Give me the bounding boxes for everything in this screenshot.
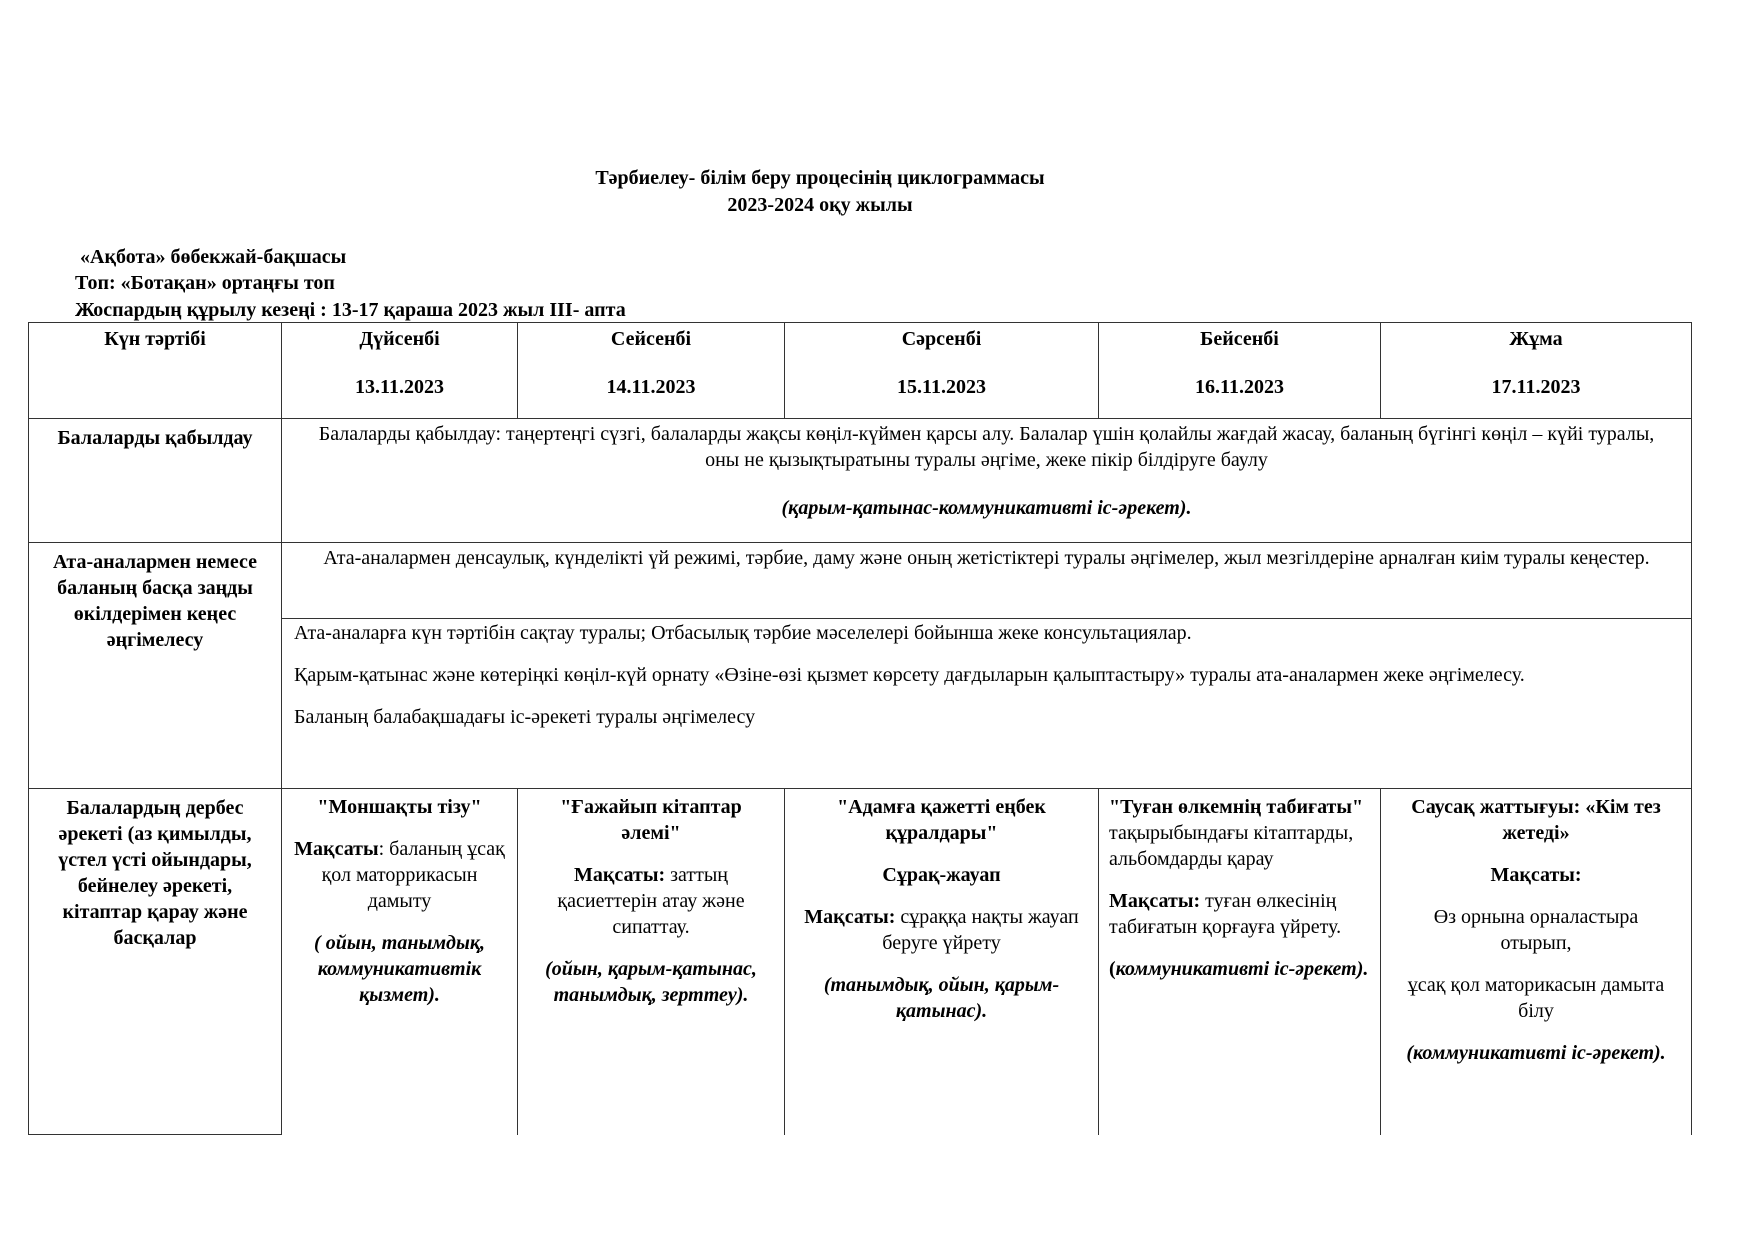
activity-monday-title: "Моншақты тізу" <box>317 796 482 818</box>
activity-thursday <box>1099 789 1381 1135</box>
date-monday: 13.11.2023 <box>355 376 444 398</box>
reception-text: Балаларды қабылдау: таңертеңгі сүзгі, балаларды жақсы көңіл-күймен қарсы алу. Балалар үшін қолайлы жағдай жасау, баланың бүгінгі көңіл – күйі туралы, оны не қызықтыратыны туралы әңгіме, жеке пікір білдіруге баулу <box>318 423 1655 471</box>
academic-year: 2023-2024 оқу жылы <box>727 194 913 216</box>
activity-wednesday-subtitle: Сұрақ-жауап <box>882 864 1001 886</box>
activity-friday-text-2: ұсақ қол маторикасын дамыта білу <box>1407 974 1665 1022</box>
activity-tuesday-goal: Мақсаты: заттың қасиеттерін атау және сипаттау. <box>557 864 745 938</box>
group-name: Топ: «Ботақан» ортаңғы топ <box>75 272 335 294</box>
activity-wednesday-title: "Адамға қажетті еңбек құралдары" <box>837 796 1046 844</box>
table-row-independent <box>29 789 1692 1135</box>
activity-thursday-type: (коммуникативті іс-әрекет). <box>1109 958 1369 980</box>
activity-friday-goal-label: Мақсаты: <box>1490 864 1582 886</box>
date-friday: 17.11.2023 <box>1491 376 1581 398</box>
day-tuesday: Сейсенбі 14.11.2023 <box>518 323 785 419</box>
schedule-table <box>28 322 1692 1135</box>
row-label-reception: Балаларды қабылдау <box>29 419 282 543</box>
date-wednesday: 15.11.2023 <box>897 376 986 398</box>
table-row-reception <box>29 419 1692 543</box>
activity-thursday-title: "Туған өлкемнің табиғаты" тақырыбындағы кітаптарды, альбомдарды қарау <box>1109 796 1364 870</box>
parents-consult-cell <box>282 619 1692 789</box>
reception-cell <box>282 419 1692 543</box>
kindergarten-name: «Ақбота» бөбекжай-бақшасы <box>80 246 347 268</box>
activity-monday <box>282 789 518 1135</box>
day-thursday: Бейсенбі 16.11.2023 <box>1099 323 1381 419</box>
day-monday: Дүйсенбі 13.11.2023 <box>282 323 518 419</box>
row-label-independent: Балалардың дербес әрекеті (аз қимылды, үстел үсті ойындары, бейнелеу әрекеті, кітаптар қарау және басқалар <box>29 789 282 1135</box>
activity-tuesday-title: "Ғажайып кітаптар әлемі" <box>560 796 742 844</box>
parents-general-text: Ата-аналармен денсаулық, күнделікті үй режимі, тәрбие, даму және оның жетістіктері туралы әңгімелер, жыл мезгілдеріне арналған киім туралы кеңестер. <box>323 547 1650 569</box>
activity-friday-type: (коммуникативті іс-әрекет). <box>1406 1042 1666 1064</box>
activity-tuesday-type: (ойын, қарым-қатынас, танымдық, зерттеу). <box>545 958 757 1006</box>
activity-wednesday-goal: Мақсаты: сұраққа нақты жауап беруге үйрету <box>804 906 1079 954</box>
parents-consult-text-3: Баланың балабақшадағы іс-әрекеті туралы әңгімелесу <box>294 706 756 728</box>
activity-thursday-goal: Мақсаты: туған өлкесінің табиғатын қорғауға үйрету. <box>1109 890 1342 938</box>
activity-monday-type: ( ойын, танымдық, коммуникативтік қызмет). <box>314 932 485 1006</box>
parents-consult-text-1: Ата-аналарға күн тәртібін сақтау туралы; Отбасылық тәрбие мәселелері бойынша жеке консультациялар. <box>294 622 1192 644</box>
day-wednesday: Сәрсенбі 15.11.2023 <box>785 323 1099 419</box>
table-row-parents <box>29 543 1692 619</box>
reception-activity: (қарым-қатынас-коммуникативті іс-әрекет). <box>781 497 1192 519</box>
day-friday: Жұма 17.11.2023 <box>1381 323 1692 419</box>
activity-wednesday <box>785 789 1099 1135</box>
activity-friday <box>1381 789 1692 1135</box>
plan-period: Жоспардың құрылу кезеңі : 13-17 қараша 2023 жыл ІІІ- апта <box>75 299 626 321</box>
activity-tuesday <box>518 789 785 1135</box>
parents-consult-text-2: Қарым-қатынас және көтеріңкі көңіл-күй орнату «Өзіне-өзі қызмет көрсету дағдыларын қалыптастыру» туралы ата-аналармен жеке әңгімелесу. <box>294 664 1525 686</box>
date-tuesday: 14.11.2023 <box>606 376 696 398</box>
table-header-row <box>29 323 1692 419</box>
document-title: Тәрбиелеу- білім беру процесінің циклограммасы <box>595 167 1045 189</box>
column-header-schedule: Күн тәртібі <box>29 323 282 419</box>
activity-friday-text-1: Өз орнына орналастыра отырып, <box>1433 906 1639 954</box>
parents-general-cell <box>282 543 1692 619</box>
row-label-parents: Ата-аналармен немесе баланың басқа заңды өкілдерімен кеңес әңгімелесу <box>29 543 282 789</box>
activity-monday-goal: Мақсаты: баланың ұсақ қол маторрикасын дамыту <box>294 838 505 912</box>
activity-friday-title: Саусақ жаттығуы: «Кім тез жетеді» <box>1411 796 1661 844</box>
date-thursday: 16.11.2023 <box>1195 376 1284 398</box>
activity-wednesday-type: (танымдық, ойын, қарым-қатынас). <box>823 974 1060 1022</box>
